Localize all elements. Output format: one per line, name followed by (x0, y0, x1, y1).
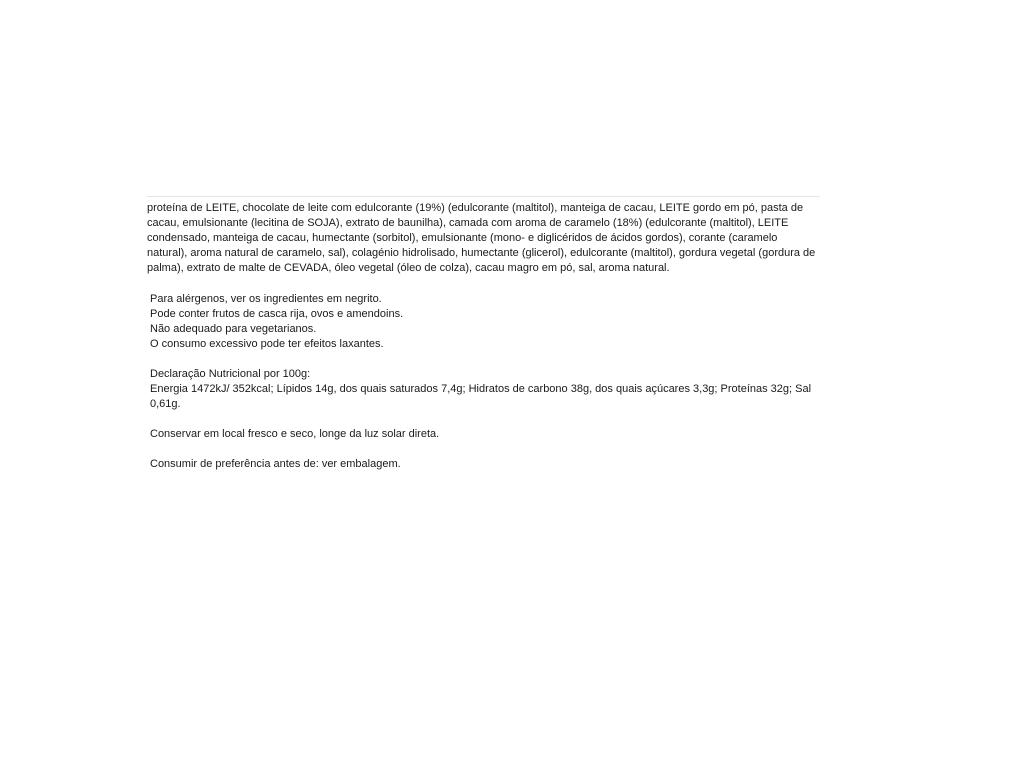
allergen-warnings (150, 292, 820, 352)
ingredients-line: palma), extrato de malte de CEVADA, óleo vegetal (óleo de colza), cacau magro em pó, sal, aroma natural. (147, 262, 670, 274)
nutrition-declaration (150, 367, 820, 412)
product-info-panel (147, 196, 820, 487)
ingredients-line: condensado, manteiga de cacau, humectante (sorbitol), emulsionante (mono- e diglicéridos de ácidos gordos), corante (caramelo (147, 232, 778, 244)
ingredients-line: proteína de LEITE, chocolate de leite com edulcorante (19%) (edulcorante (maltitol), manteiga de cacau, LEITE gordo em pó, pasta de (147, 202, 804, 214)
ingredients-line: cacau, emulsionante (lecitina de SOJA), extrato de baunilha), camada com aroma de caramelo (18%) (edulcorante (maltitol), LEITE (147, 217, 789, 229)
vegetarian-note: Não adequado para vegetarianos. (150, 323, 317, 335)
laxative-warning: O consumo excessivo pode ter efeitos laxantes. (150, 338, 384, 350)
ingredients-list (147, 201, 820, 276)
storage-instructions (150, 427, 820, 442)
best-before-text: Consumir de preferência antes de: ver embalagem. (150, 458, 401, 470)
may-contain-note: Pode conter frutos de casca rija, ovos e amendoins. (150, 308, 404, 320)
nutrition-values-line: Energia 1472kJ/ 352kcal; Lípidos 14g, dos quais saturados 7,4g; Hidratos de carbono 38g, dos quais açúcares 3,3g; Proteínas 32g; Sal (150, 383, 812, 395)
nutrition-heading: Declaração Nutricional por 100g: (150, 368, 311, 380)
best-before-info (150, 457, 820, 472)
storage-text: Conservar em local fresco e seco, longe da luz solar direta. (150, 428, 440, 440)
nutrition-values-line: 0,61g. (150, 398, 181, 410)
allergen-note: Para alérgenos, ver os ingredientes em negrito. (150, 293, 382, 305)
ingredients-line: natural), aroma natural de caramelo, sal), colagénio hidrolisado, humectante (glicerol), edulcorante (maltitol), gordura vegetal (gordura de (147, 247, 816, 259)
